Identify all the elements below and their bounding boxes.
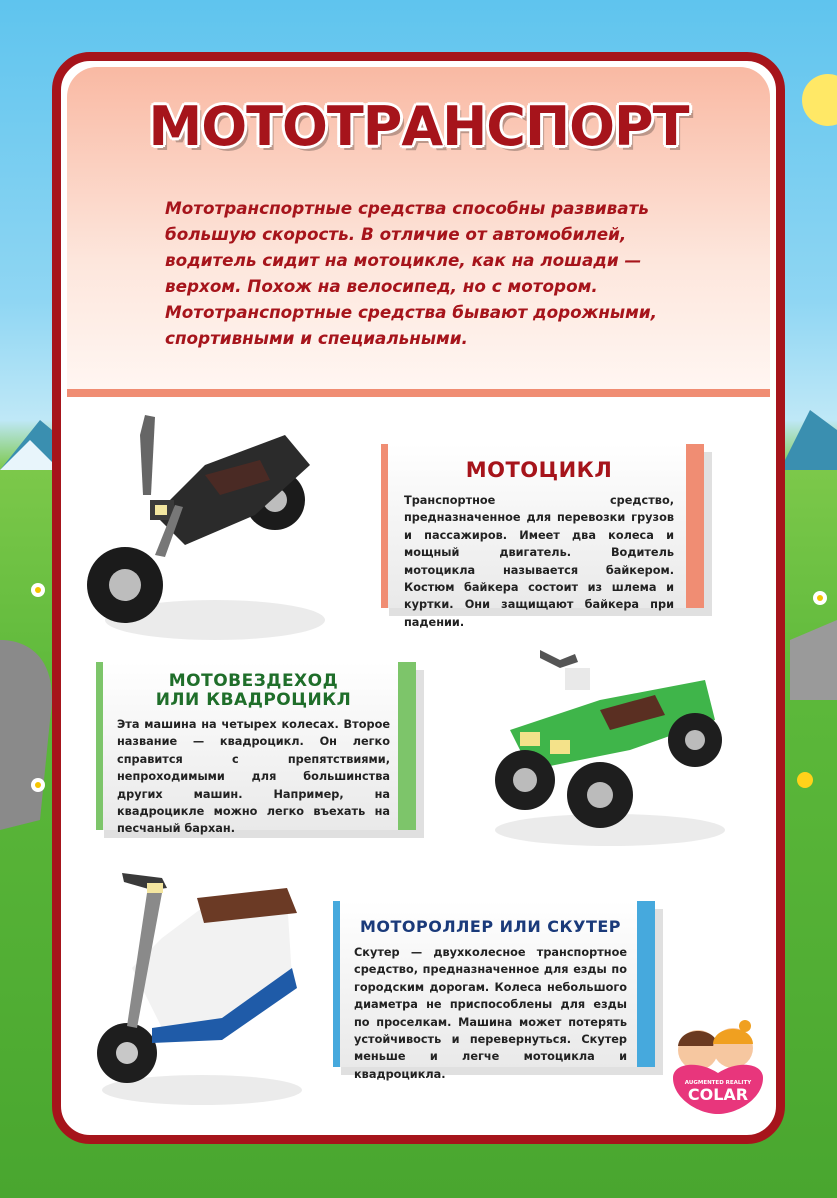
motorcycle-heading: МОТОЦИКЛ: [465, 458, 613, 482]
atv-text: Эта машина на четырех колесах. Второе название — квадроцикл. Он легко справится с препятствиями, непроходимыми для большинства других машин. Например, на квадроцикле можно легко въехать на песчаный бархан.: [117, 718, 390, 836]
sun-icon: [802, 74, 837, 126]
atv-illustration: [480, 640, 740, 850]
road-left: [0, 640, 52, 830]
scooter-illustration: [92, 868, 307, 1108]
intro-text: Мототранспортные средства способны развивать большую скорость. В отличие от автомобилей, водитель сидит на мотоцикле, как на лошади — верхом. Похож на велосипед, но с мотором. Мототранспортные средства бывают дорожными, спортивными и специальными.: [165, 198, 657, 348]
mountains-right: [780, 410, 837, 470]
road-right: [790, 620, 837, 700]
scooter-info-box: [333, 901, 655, 1081]
logo-brand: COLAR: [687, 1085, 749, 1104]
motorcycle-illustration: [85, 405, 330, 650]
atv-info-box: [96, 662, 416, 836]
scooter-heading: МОТОРОЛЛЕР ИЛИ СКУТЕР: [359, 917, 622, 936]
scooter-text: Скутер — двухколесное транспортное средство, предназначенное для езды по городским дорогам. Колеса небольшого диаметра не приспособлены для езды по проселкам. Машина может потерять устойчивость и перевернуться. Скутер меньше и легче мотоцикла и квадроцикла.: [354, 946, 627, 1081]
atv-heading-line1: МОТОВЕЗДЕХОД: [168, 671, 339, 691]
atv-heading: [117, 672, 390, 710]
motorcycle-info-box: [381, 444, 704, 629]
logo-small-text: AUGMENTED REALITY: [684, 1080, 752, 1086]
header-panel: [67, 67, 770, 397]
colar-logo: [668, 1018, 768, 1118]
flower-icon: [797, 772, 813, 788]
page-title: МОТОТРАНСПОРТ: [148, 95, 689, 158]
atv-heading-line2: ИЛИ КВАДРОЦИКЛ: [155, 690, 352, 710]
motorcycle-text: Транспортное средство, предназначенное для перевозки грузов и пассажиров. Имеет два колеса и мощный двигатель. Водитель мотоцикла называется байкером. Костюм байкера состоит из шлема и куртки. Они защищают байкера при падении.: [404, 494, 674, 629]
